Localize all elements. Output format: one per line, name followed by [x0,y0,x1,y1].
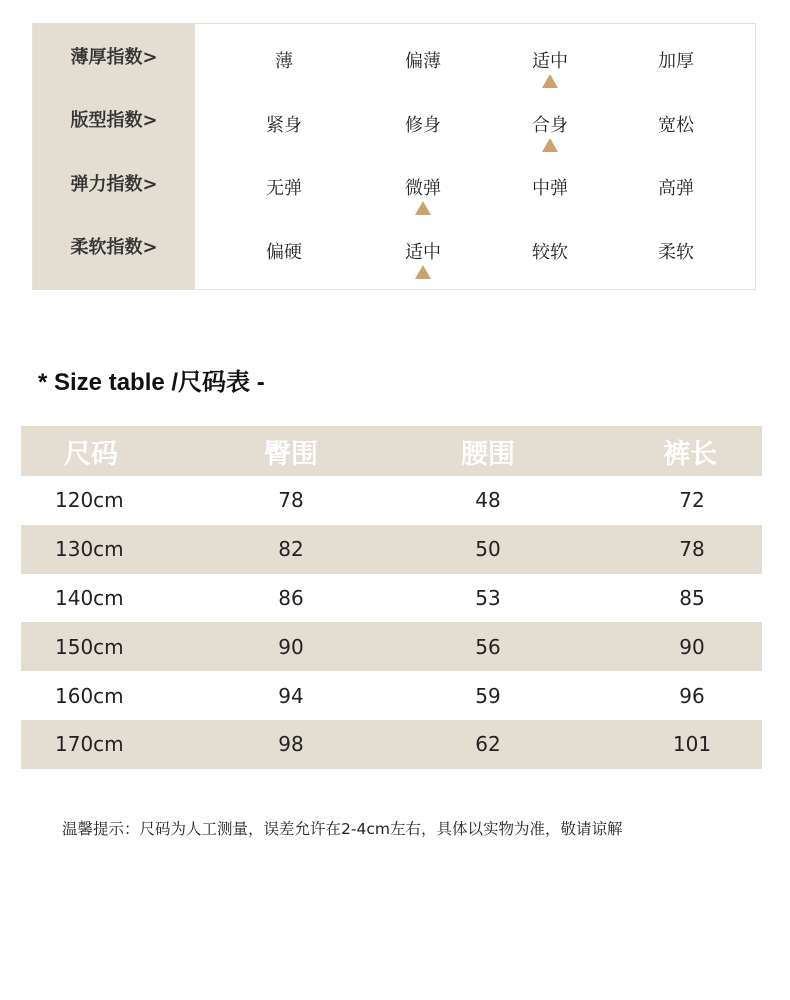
table-cell: 86 [278,585,304,610]
table-cell: 59 [475,683,501,708]
table-cell: 48 [475,488,501,513]
index-option: 合身 [532,114,568,136]
table-cell: 101 [672,732,712,757]
index-option: 修身 [405,114,441,136]
size-note: 温馨提示：尺码为人工测量，误差允许在2-4cm左右，具体以实物为准，敬请谅解 [62,820,623,838]
table-cell: 62 [475,732,501,757]
index-option: 偏硬 [266,241,302,263]
size-table-header [21,426,762,476]
index-option: 适中 [532,51,568,72]
table-row [21,671,762,720]
index-option: 宽松 [658,114,694,136]
index-option: 薄 [275,51,293,72]
index-option: 中弹 [532,178,568,199]
index-option: 高弹 [658,178,694,199]
header-cell: 臀围 [264,438,318,470]
index-options [195,24,755,289]
index-option: 较软 [532,241,568,263]
table-cell: 130cm [55,537,124,562]
table-row [21,720,762,769]
size-table [21,426,762,769]
index-option: 柔软 [658,241,694,263]
selected-marker-icon [542,138,558,152]
selected-marker-icon [415,201,431,215]
table-cell: 56 [475,634,501,659]
table-cell: 78 [679,537,705,562]
table-cell: 160cm [55,683,124,708]
table-cell: 53 [475,585,501,610]
table-cell: 50 [475,537,501,562]
header-cell: 尺码 [64,438,118,470]
index-table [32,23,756,290]
table-row [21,525,762,574]
table-cell: 140cm [55,585,124,610]
table-cell: 90 [679,634,705,659]
table-cell: 82 [278,537,304,562]
header-cell: 腰围 [461,438,515,470]
header-cell: 裤长 [663,438,717,470]
selected-marker-icon [542,74,558,88]
index-option: 加厚 [658,51,694,72]
table-cell: 170cm [55,732,124,757]
table-cell: 72 [679,488,705,513]
table-row [21,574,762,623]
index-option: 紧身 [266,114,302,136]
index-label-column [33,24,195,289]
table-cell: 94 [278,683,304,708]
index-label: 弹力指数> [70,173,158,195]
index-option: 微弹 [405,178,441,199]
index-option: 偏薄 [405,51,441,72]
table-row [21,622,762,671]
table-cell: 78 [278,488,304,513]
index-label: 柔软指数> [70,237,158,259]
index-option: 适中 [405,241,441,263]
table-cell: 120cm [55,488,124,513]
selected-marker-icon [415,265,431,279]
size-table-title: * Size table /尺码表 - [38,369,265,396]
table-cell: 90 [278,634,304,659]
table-cell: 85 [679,585,705,610]
index-option: 无弹 [266,178,302,199]
index-label: 薄厚指数> [70,46,158,68]
index-label: 版型指数> [70,110,158,132]
table-row [21,476,762,525]
table-cell: 98 [278,732,304,757]
table-cell: 96 [679,683,705,708]
table-cell: 150cm [55,634,124,659]
